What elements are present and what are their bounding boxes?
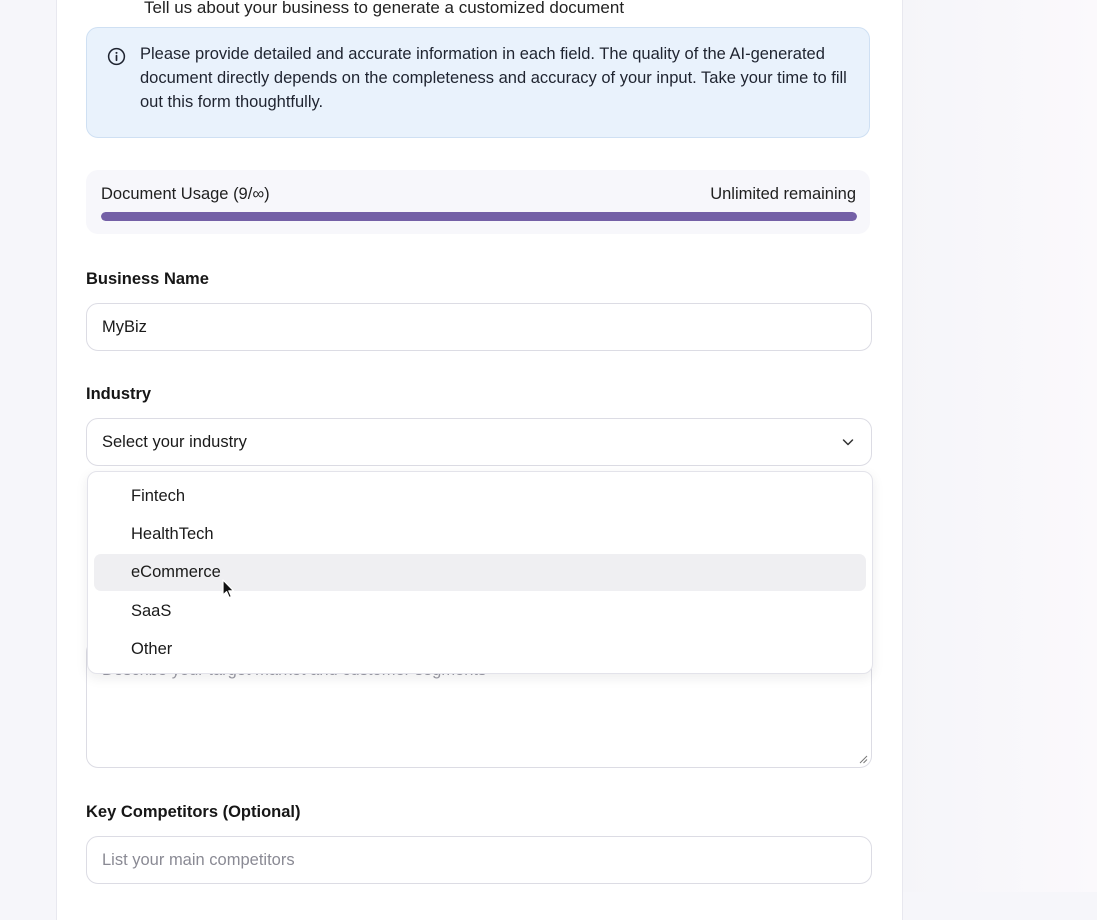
usage-label: Document Usage (9/∞)	[101, 185, 270, 203]
info-callout	[86, 27, 870, 138]
industry-option-saas[interactable]	[94, 593, 866, 630]
document-usage	[86, 170, 870, 234]
industry-option-healthtech[interactable]	[94, 516, 866, 553]
industry-option-other[interactable]	[94, 631, 866, 668]
option-label: HealthTech	[131, 525, 214, 543]
competitors-input[interactable]	[86, 836, 872, 884]
resize-handle-icon[interactable]	[858, 754, 868, 764]
option-label: Fintech	[131, 487, 186, 505]
business-name-input[interactable]	[86, 303, 872, 351]
page-background	[902, 0, 1097, 892]
form-subtitle: Tell us about your business to generate a customized document	[144, 0, 625, 17]
business-name-label: Business Name	[86, 270, 209, 288]
industry-option-fintech[interactable]	[94, 478, 866, 515]
usage-progress-bar	[101, 212, 857, 221]
industry-select[interactable]	[86, 418, 872, 466]
option-label: eCommerce	[131, 563, 221, 581]
industry-select-value: Select your industry	[102, 433, 247, 451]
usage-progress-fill	[101, 212, 857, 221]
mouse-pointer-icon	[222, 579, 236, 601]
info-text: Please provide detailed and accurate information in each field. The quality of the AI-generated document directly depends on the completeness and accuracy of your input. Take your time to fill out this form thoughtfully.	[140, 45, 847, 111]
industry-dropdown-menu	[87, 471, 873, 674]
usage-remaining: Unlimited remaining	[710, 185, 856, 203]
industry-label: Industry	[86, 385, 152, 403]
option-label: Other	[131, 640, 173, 658]
option-label: SaaS	[131, 602, 172, 620]
industry-option-ecommerce[interactable]	[94, 554, 866, 591]
chevron-down-icon	[841, 435, 855, 449]
competitors-label: Key Competitors (Optional)	[86, 803, 301, 821]
info-icon	[107, 47, 126, 66]
